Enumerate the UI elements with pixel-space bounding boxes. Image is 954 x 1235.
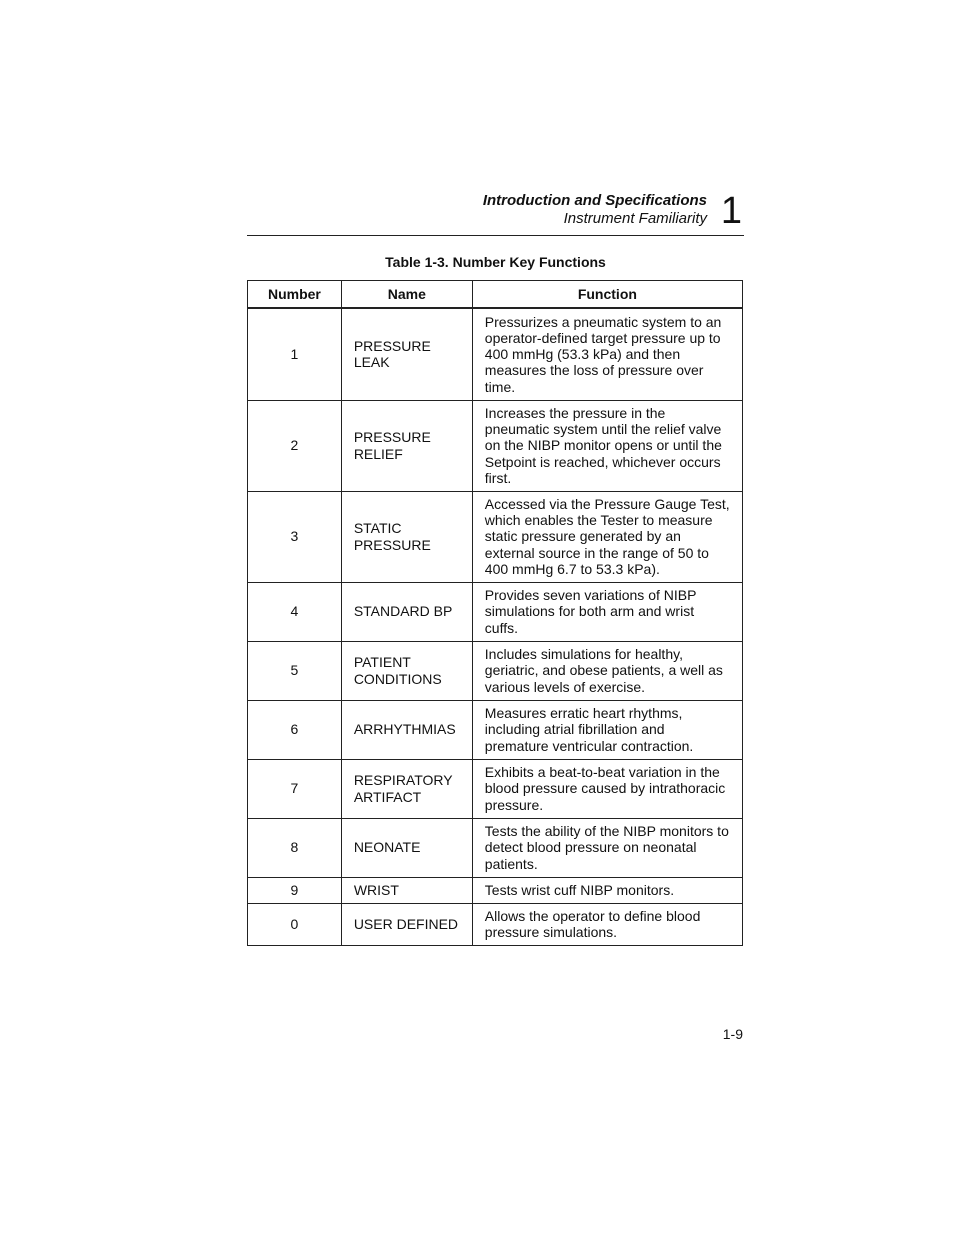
table-row [248, 641, 743, 700]
cell-name: NEONATE [341, 818, 472, 877]
table-row [248, 308, 743, 400]
cell-name: PRESSURE LEAK [341, 308, 472, 400]
cell-function: Allows the operator to define blood pressure simulations. [472, 903, 742, 945]
number-key-table [247, 280, 743, 946]
cell-number: 5 [248, 641, 342, 700]
cell-name: WRIST [341, 877, 472, 903]
table-caption: Table 1-3. Number Key Functions [385, 254, 606, 270]
column-header-number: Number [248, 281, 342, 309]
page-number: 1-9 [722, 1026, 743, 1042]
cell-name: USER DEFINED [341, 903, 472, 945]
cell-function: Measures erratic heart rhythms, including atrial fibrillation and premature ventricular contraction. [472, 700, 742, 759]
table-row [248, 700, 743, 759]
running-header [247, 190, 744, 236]
cell-function: Accessed via the Pressure Gauge Test, which enables the Tester to measure static pressure generated by an external source in the range of 50 to 400 mmHg 6.7 to 53.3 kPa). [472, 491, 742, 582]
cell-function: Increases the pressure in the pneumatic system until the relief valve on the NIBP monitor opens or until the Setpoint is reached, whichever occurs first. [472, 400, 742, 491]
column-header-name: Name [341, 281, 472, 309]
table-row [248, 818, 743, 877]
cell-function: Pressurizes a pneumatic system to an operator-defined target pressure up to 400 mmHg (53.3 kPa) and then measures the loss of pressure over time. [472, 308, 742, 400]
table-row [248, 903, 743, 945]
cell-function: Includes simulations for healthy, geriatric, and obese patients, a well as various levels of exercise. [472, 641, 742, 700]
cell-number: 8 [248, 818, 342, 877]
chapter-number: 1 [720, 190, 742, 232]
table-row [248, 877, 743, 903]
cell-name: ARRHYTHMIAS [341, 700, 472, 759]
table-header-row [248, 281, 743, 309]
cell-number: 4 [248, 582, 342, 641]
cell-number: 9 [248, 877, 342, 903]
cell-function: Tests wrist cuff NIBP monitors. [472, 877, 742, 903]
cell-function: Provides seven variations of NIBP simulations for both arm and wrist cuffs. [472, 582, 742, 641]
cell-name: PRESSURE RELIEF [341, 400, 472, 491]
cell-name: RESPIRATORY ARTIFACT [341, 759, 472, 818]
cell-function: Exhibits a beat-to-beat variation in the blood pressure caused by intrathoracic pressure. [472, 759, 742, 818]
cell-function: Tests the ability of the NIBP monitors to detect blood pressure on neonatal patients. [472, 818, 742, 877]
cell-number: 2 [248, 400, 342, 491]
column-header-function: Function [472, 281, 742, 309]
cell-number: 3 [248, 491, 342, 582]
table-row [248, 400, 743, 491]
header-chapter-title: Introduction and Specifications [482, 192, 707, 209]
header-text-block [483, 192, 707, 228]
cell-number: 7 [248, 759, 342, 818]
table-row [248, 582, 743, 641]
cell-name: STANDARD BP [341, 582, 472, 641]
table-row [248, 491, 743, 582]
cell-number: 1 [248, 308, 342, 400]
cell-name: STATIC PRESSURE [341, 491, 472, 582]
table-row [248, 759, 743, 818]
header-section-title: Instrument Familiarity [563, 210, 707, 227]
cell-number: 6 [248, 700, 342, 759]
cell-number: 0 [248, 903, 342, 945]
cell-name: PATIENT CONDITIONS [341, 641, 472, 700]
